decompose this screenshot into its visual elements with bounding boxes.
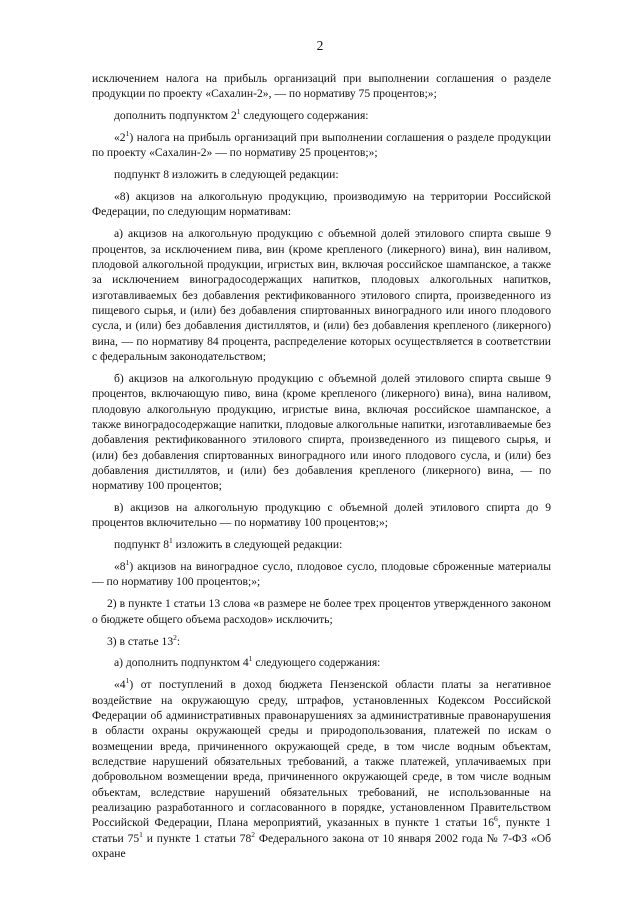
- document-body: [92, 71, 551, 865]
- paragraph-add-subitem-2-1: дополнить подпунктом $2^1$ следующего содержания:: [114, 107, 369, 123]
- paragraph-subitem-4-1-text: «$4^1$) от поступлений в доход бюджета Пензенской области платы за негативное воздействие на окружающую среду, штрафов, установленных Кодексом Российской Федерации об административных правонарушениях за административные правонарушения в области охраны окружающей среды и природопользования, платежей по искам о возмещении вреда, причиненного окружающей среде, в том числе водным объектам, вследствие нарушений обязательных требований, а также платежей, уплачиваемых при добровольном возмещении вреда, причиненного окружающей среде, в том числе водным объектам, вследствие нарушений обязательных требований, не использованные на реализацию разработанного и согласованного в порядке, установленном Правительством Российской Федерации, Плана мероприятий, указанных в пункте 1 статьи $16^6$, пункте 1 статьи $75^1$ и пункте 1 статьи $78^2$ Федерального закона от 10 января 2002 года № 7-ФЗ «Об охране: [92, 676, 551, 860]
- paragraph-item-v: в) акцизов на алкогольную продукцию с объемной долей этилового спирта до 9 процентов включительно — по нормативу 100 процентов;»;: [92, 501, 551, 530]
- paragraph-item-3: 3) в статье $13^2$:: [107, 632, 181, 648]
- paragraph-subitem-2-1-text: «$2^1$) налога на прибыль организаций при выполнении соглашения о разделе продукции по проекту «Сахалин-2» — по нормативу 25 процентов;»;: [92, 129, 551, 160]
- paragraph-subitem-8-text: «8) акцизов на алкогольную продукцию, производимую на территории Российской Федерации, по следующим нормативам:: [92, 190, 551, 219]
- paragraph-item-a: а) акцизов на алкогольную продукцию с объемной долей этилового спирта свыше 9 процентов, за исключением пива, вин (кроме крепленого (ликерного) вина), вин наливом, плодовой алкогольной продукции, игристых вин, включая российское шампанское, а также за исключением виноградосодержащих напитков, плодовых алкогольных напитков, изготавливаемых без добавления ректификованного этилового спирта, произведенного из пищевого сырья, и (или) без добавления спиртованных виноградного или иного плодового сусла, и (или) без добавления дистиллятов, и (или) без добавления крепленого (ликерного) вина, — по нормативу 84 процента, распределение которых осуществляется в соответствии с федеральным законодательством;: [92, 227, 551, 363]
- paragraph-subitem-8-intro: подпункт 8 изложить в следующей редакции:: [114, 168, 339, 182]
- paragraph-item-3a: а) дополнить подпунктом $4^1$ следующего содержания:: [114, 654, 381, 670]
- paragraph-tax-end: исключением налога на прибыль организаций при выполнении соглашения о разделе продукции по проекту «Сахалин-2», — по нормативу 75 процентов;»;: [92, 72, 551, 101]
- paragraph-subitem-8-1-intro: подпункт $8^1$ изложить в следующей редакции:: [114, 536, 343, 552]
- paragraph-subitem-8-1-text: «$8^1$) акцизов на виноградное сусло, плодовое сусло, плодовые сброженные материалы — по нормативу 100 процентов;»;: [92, 558, 551, 589]
- paragraph-item-2: 2) в пункте 1 статьи 13 слова «в размере не более трех процентов утвержденного законом о бюджете общего объема расходов» исключить;: [92, 597, 551, 626]
- paragraph-item-b: б) акцизов на алкогольную продукцию с объемной долей этилового спирта свыше 9 процентов, включающую пиво, вина (кроме крепленого (ликерного) вина), вина наливом, плодовую алкогольную продукцию, игристые вина, включая российское шампанское, а также виноградосодержащие напитки, плодовые алкогольные напитки, изготавливаемые без добавления ректификованного этилового спирта, произведенного из пищевого сырья, и (или) без добавления спиртованных виноградного или иного плодового сусла, и (или) без добавления дистиллятов, и (или) без добавления крепленого (ликерного) вина, — по нормативу 100 процентов;: [92, 371, 551, 493]
- page-number: 2: [316, 38, 324, 53]
